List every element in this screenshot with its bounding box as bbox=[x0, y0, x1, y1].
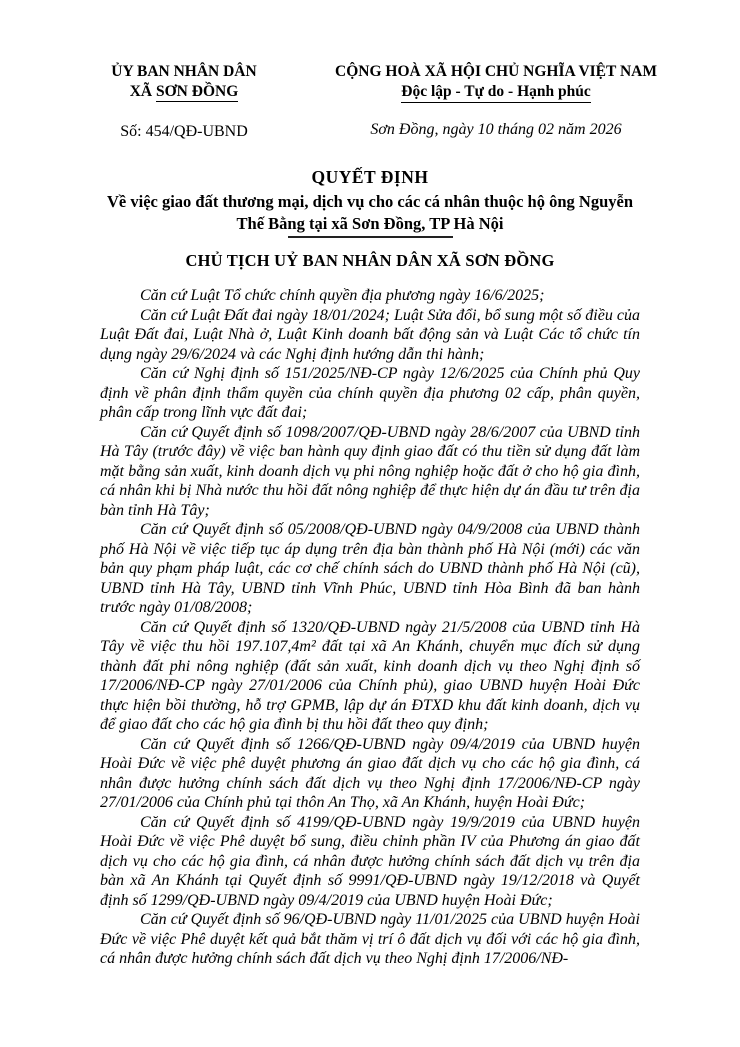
issuing-authority-line2 bbox=[70, 82, 298, 102]
commune-name-underlined: SƠN ĐỒNG bbox=[156, 83, 239, 100]
national-header-block bbox=[322, 62, 670, 139]
legal-basis-paragraph: Căn cứ Quyết định số 1320/QĐ-UBND ngày 21/5/2008 của UBND tỉnh Hà Tây về việc thu hồi 197.107,4m² đất tại xã An Khánh, chuyển mục đích sử dụng thành đất phi nông nghiệp (đất sản xuất, kinh doanh dịch vụ theo Nghị định số 17/2006/NĐ-CP ngày 27/01/2006 của Chính phủ), giao UBND huyện Hoài Đức thực hiện bồi thường, hỗ trợ GPMB, lập dự án ĐTXD khu đất kinh doanh, dịch vụ để giao đất cho các hộ gia đình bị thu hồi đất theo quy định; bbox=[100, 618, 640, 733]
deciding-authority-line: CHỦ TỊCH UỶ BAN NHÂN DÂN XÃ SƠN ĐỒNG bbox=[185, 251, 555, 270]
national-motto bbox=[322, 82, 670, 102]
legal-basis-paragraph: Căn cứ Quyết định số 1098/2007/QĐ-UBND ngày 28/6/2007 của UBND tỉnh Hà Tây (trước đây) về việc ban hành quy định giao đất có thu tiền sử dụng đất làm mặt bằng sản xuất, kinh doanh dịch vụ phi nông nghiệp hoặc đất ở cho hộ gia đình, cá nhân khi bị Nhà nước thu hồi đất nông nghiệp để thực hiện dự án đầu tư trên địa bàn tỉnh Hà Tây; bbox=[100, 423, 640, 519]
document-subject bbox=[70, 191, 670, 235]
document-type-heading: QUYẾT ĐỊNH bbox=[311, 167, 429, 187]
title-block bbox=[70, 167, 670, 271]
legal-basis-paragraph: Căn cứ Quyết định số 4199/QĐ-UBND ngày 19/9/2019 của UBND huyện Hoài Đức về việc Phê duyệt bổ sung, điều chỉnh phần IV của Phương án giao đất dịch vụ cho các hộ gia đình, cá nhân được hưởng chính sách đất dịch vụ trên địa bàn xã An Khánh tại Quyết định số 9991/QĐ-UBND ngày 19/12/2018 và Quyết định số 1299/QĐ-UBND ngày 09/4/2019 của UBND huyện Hoài Đức; bbox=[100, 813, 640, 909]
commune-prefix: XÃ bbox=[129, 83, 156, 100]
document-body bbox=[100, 286, 640, 969]
title-separator-line bbox=[288, 236, 453, 238]
legal-basis-paragraph: Căn cứ Luật Đất đai ngày 18/01/2024; Luật Sửa đổi, bổ sung một số điều của Luật Đất đai, Luật Nhà ở, Luật Kinh doanh bất động sản và Luật Các tổ chức tín dụng ngày 29/6/2024 và các Nghị định hướng dẫn thi hành; bbox=[100, 306, 640, 363]
subject-line-2: Thế Bằng tại xã Sơn Đồng, TP Hà Nội bbox=[236, 214, 504, 233]
document-number: Số: 454/QĐ-UBND bbox=[120, 123, 248, 140]
national-motto-text: Độc lập - Tự do - Hạnh phúc bbox=[401, 83, 590, 103]
place-date-line: Sơn Đồng, ngày 10 tháng 02 năm 2026 bbox=[370, 121, 622, 138]
legal-basis-paragraph: Căn cứ Quyết định số 05/2008/QĐ-UBND ngày 04/9/2008 của UBND thành phố Hà Nội về việc tiếp tục áp dụng trên địa bàn thành phố Hà Nội (mới) các văn bản quy phạm pháp luật, các cơ chế chính sách do UBND thành phố Hà Nội (cũ), UBND tỉnh Hà Tây, UBND tỉnh Vĩnh Phúc, UBND tỉnh Hòa Bình đã ban hành trước ngày 01/08/2008; bbox=[100, 521, 640, 616]
issuing-authority-block bbox=[70, 62, 298, 141]
legal-basis-paragraph: Căn cứ Nghị định số 151/2025/NĐ-CP ngày 12/6/2025 của Chính phủ Quy định về phân định thẩm quyền của chính quyền địa phương 02 cấp, phân quyền, phân cấp trong lĩnh vực đất đai; bbox=[100, 365, 640, 421]
issuing-authority-line1: ỦY BAN NHÂN DÂN bbox=[111, 63, 257, 80]
legal-basis-paragraph: Căn cứ Luật Tổ chức chính quyền địa phương ngày 16/6/2025; bbox=[140, 287, 545, 304]
legal-basis-paragraph: Căn cứ Quyết định số 1266/QĐ-UBND ngày 09/4/2019 của UBND huyện Hoài Đức về việc phê duyệt phương án giao đất dịch vụ cho các hộ gia đình, cá nhân được hưởng chính sách đất dịch vụ theo Nghị định 17/2006/NĐ-CP ngày 27/01/2006 của Chính phủ tại thôn An Thọ, xã An Khánh, huyện Hoài Đức; bbox=[100, 735, 640, 811]
subject-line-1: Về việc giao đất thương mại, dịch vụ cho các cá nhân thuộc hộ ông Nguyễn bbox=[107, 192, 633, 211]
document-header bbox=[70, 62, 670, 141]
national-title: CỘNG HOÀ XÃ HỘI CHỦ NGHĨA VIỆT NAM bbox=[335, 63, 657, 80]
legal-basis-paragraph: Căn cứ Quyết định số 96/QĐ-UBND ngày 11/01/2025 của UBND huyện Hoài Đức về việc Phê duyệt kết quả bắt thăm vị trí ô đất dịch vụ đối với các hộ gia đình, cá nhân được hưởng chính sách đất dịch vụ theo Nghị định 17/2006/NĐ- bbox=[100, 911, 640, 967]
